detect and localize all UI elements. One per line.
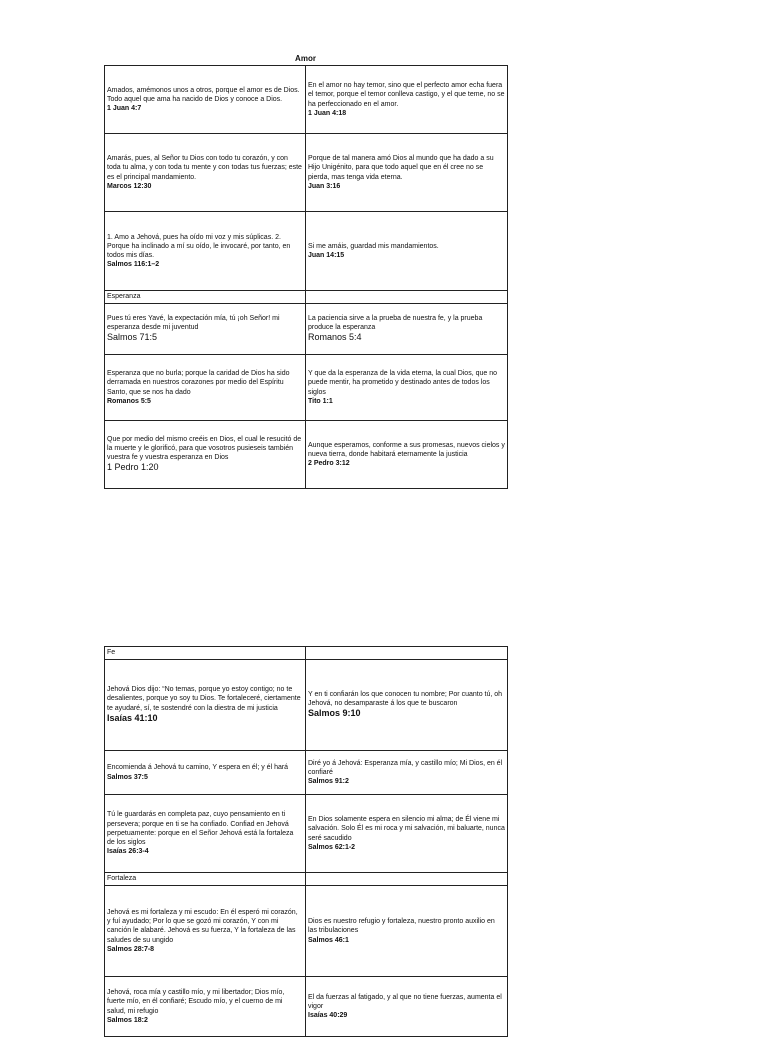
section-heading-fortaleza: Fortaleza (105, 873, 306, 886)
verse-text: Amados, amémonos unos a otros, porque el amor es de Dios. Todo aquel que ama ha nacido de Dios y conoce a Dios. (107, 86, 300, 103)
verse-text: Y en ti confiarán los que conocen tu nombre; Por cuanto tú, oh Jehová, no desamparaste á los que te buscaron (308, 690, 503, 708)
verse-reference: 1 Juan 4:7 (107, 105, 142, 113)
verse-text: Si me amáis, guardad mis mandamientos. (308, 242, 439, 250)
verse-cell (306, 977, 508, 1037)
verse-reference: Isaías 40:29 (308, 1012, 348, 1020)
table-row (105, 66, 508, 134)
table-row (105, 886, 508, 977)
verse-text: Pues tú eres Yavé, la expectación mía, tú ¡oh Señor! mi esperanza desde mi juventud (107, 314, 280, 332)
verse-cell (105, 66, 306, 134)
verse-text: Porque de tal manera amó Dios al mundo que ha dado a su Hijo Unigénito, para que todo aquel que en él cree no se pierda, mas tenga vida eterna. (308, 155, 494, 181)
verse-reference: 1 Juan 4:18 (308, 109, 347, 117)
verse-text: Que por medio del mismo creéis en Dios, el cual le resucitó de la muerte y le glorificó, para que vosotros pusieseis también vuestra fe y vuestra esperanza en Dios (107, 435, 302, 462)
verse-reference: Juan 14:15 (308, 252, 345, 259)
verse-reference: Salmos 9:10 (308, 708, 361, 719)
verse-reference: Isaías 26:3-4 (107, 848, 149, 856)
page-title: Amor (295, 54, 316, 63)
verse-cell (105, 795, 306, 873)
table-row (105, 660, 508, 751)
verse-cell (306, 212, 508, 291)
table-row (105, 421, 508, 489)
verse-cell (105, 134, 306, 212)
verse-cell (105, 355, 306, 421)
verse-reference: Marcos 12:30 (107, 182, 152, 190)
section-heading-esperanza: Esperanza (105, 291, 306, 304)
verse-reference: Romanos 5:5 (107, 397, 151, 405)
verse-reference: Salmos 91:2 (308, 778, 349, 786)
table-row (105, 355, 508, 421)
verse-reference: 1 Pedro 1:20 (107, 462, 159, 473)
verse-reference: Salmos 62:1-2 (308, 843, 356, 851)
table-row (105, 134, 508, 212)
verse-reference: Romanos 5:4 (308, 332, 362, 343)
verse-reference: Isaías 41:10 (107, 712, 158, 723)
verse-text: Tú le guardarás en completa paz, cuyo pensamiento en ti persevera; porque en ti se ha confiado. Confiad en Jehová perpetuamente: porque en el Señor Jehová está la fortaleza de los siglos (107, 811, 294, 847)
verse-cell (105, 660, 306, 751)
table-row (105, 751, 508, 795)
section-empty-cell (306, 873, 508, 886)
verse-text: Aunque esperamos, conforme a sus promesas, nuevos cielos y nueva tierra, donde habitará eternamente la justicia (308, 441, 505, 458)
verse-reference: Salmos 46:1 (308, 936, 349, 944)
section-empty-cell (306, 647, 508, 660)
verse-cell (306, 421, 508, 489)
verse-reference: Tito 1:1 (308, 397, 333, 405)
table-row (105, 212, 508, 291)
verse-cell (105, 751, 306, 795)
verse-text: Y que da la esperanza de la vida eterna, la cual Dios, que no puede mentir, ha prometido y destinado antes de todos los siglos (308, 370, 497, 396)
verse-reference: Salmos 116:1–2 (107, 261, 160, 269)
section-row (105, 647, 508, 660)
verse-reference: 2 Pedro 3:12 (308, 460, 350, 468)
verse-cell (306, 134, 508, 212)
table-row (105, 795, 508, 873)
verse-cell (306, 795, 508, 873)
verse-cell (105, 304, 306, 355)
verse-text: Esperanza que no burla; porque la caridad de Dios ha sido derramada en nuestros corazones por medio del Espíritu Santo, que se nos ha dado (107, 370, 290, 396)
verse-reference: Salmos 28:7-8 (107, 945, 155, 953)
verse-cell (306, 751, 508, 795)
verse-text: Dios es nuestro refugio y fortaleza, nuestro pronto auxilio en las tribulaciones (308, 918, 495, 935)
verse-text: Encomienda á Jehová tu camino, Y espera en él; y él hará (107, 764, 289, 772)
verse-text: Jehová es mi fortaleza y mi escudo: En él esperó mi corazón, y fuí ayudado; Por lo que se gozó mi corazón, Y con mi canción le alabaré. Jehová es su fuerza, Y la fortaleza de las saludes de su ungido (107, 908, 298, 944)
verse-text: Jehová Dios dijo: “No temas, porque yo estoy contigo; no te desalientes, porque yo soy tu Dios. Te fortaleceré, ciertamente te ayudaré, sí, te sostendré con la diestra de mi justicia (107, 686, 301, 712)
verse-cell (306, 304, 508, 355)
verse-cell (306, 660, 508, 751)
verse-cell (105, 421, 306, 489)
section-row (105, 873, 508, 886)
verse-text: Diré yo á Jehová: Esperanza mía, y castillo mío; Mi Dios, en él confiaré (308, 759, 503, 776)
section-empty-cell (306, 291, 508, 304)
section-heading-fe: Fe (105, 647, 306, 660)
verse-cell (105, 977, 306, 1037)
verse-text: Amarás, pues, al Señor tu Dios con todo tu corazón, y con toda tu alma, y con toda tu mente y con todas tus fuerzas; este es el principal mandamiento. (107, 155, 302, 181)
verse-text: La paciencia sirve a la prueba de nuestra fe, y la prueba produce la esperanza (308, 314, 483, 332)
verse-text: En el amor no hay temor, sino que el perfecto amor echa fuera el temor, porque el temor conlleva castigo, y el que teme, no se ha perfeccionado en el amor. (308, 82, 505, 108)
verse-cell (306, 886, 508, 977)
verse-cell (306, 355, 508, 421)
verse-text: En Dios solamente espera en silencio mi alma; de Él viene mi salvación. Solo Él es mi roca y mi salvación, mi baluarte, nunca seré sacudido (308, 816, 505, 842)
verse-reference: Salmos 18:2 (107, 1016, 148, 1024)
verse-text: El da fuerzas al fatigado, y al que no tiene fuerzas, aumenta el vigor (308, 993, 502, 1010)
verses-table-love-hope (104, 65, 508, 489)
verse-reference: Salmos 71:5 (107, 332, 158, 343)
verse-reference: Juan 3:16 (308, 182, 341, 190)
verse-text: Jehová, roca mía y castillo mío, y mi libertador; Dios mío, fuerte mío, en él confiaré; Escudo mío, y el cuerno de mi salud, mi refugio (107, 989, 285, 1015)
table-row (105, 977, 508, 1037)
verse-cell (306, 66, 508, 134)
verse-reference: Salmos 37:5 (107, 773, 148, 781)
verse-cell (105, 212, 306, 291)
verse-text: 1. Amo a Jehová, pues ha oído mi voz y mis súplicas. 2. Porque ha inclinado a mí su oído, le invocaré, por tanto, en todos mis días. (107, 233, 291, 259)
table-row (105, 304, 508, 355)
verse-cell (105, 886, 306, 977)
verses-table-faith-strength (104, 646, 508, 1037)
section-row (105, 291, 508, 304)
